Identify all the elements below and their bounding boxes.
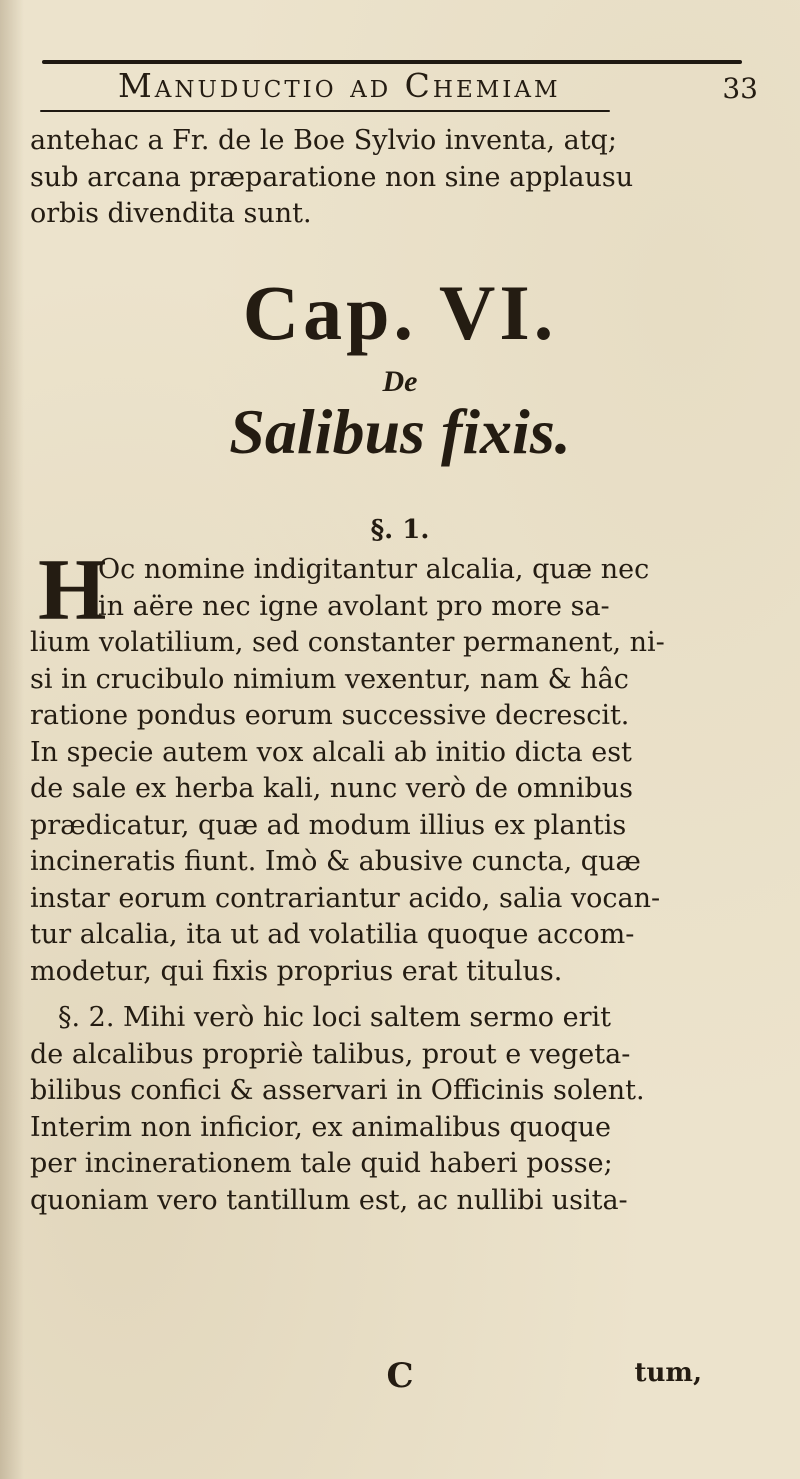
text-line: bilibus confici & asservari in Officinis solent.	[30, 1075, 645, 1106]
text-line: prædicatur, quæ ad modum illius ex plantis	[30, 809, 627, 841]
header-rule	[42, 60, 742, 64]
text-line: antehac a Fr. de le Boe Sylvio inventa, atq;	[30, 125, 617, 156]
text-line: de sale ex herba kali, nunc verò de omnibus	[30, 773, 634, 804]
text-line: orbis divendita sunt.	[30, 198, 312, 229]
signature-mark: C	[386, 1356, 414, 1396]
text-line: lium volatilium, sed constanter permanent, ni-	[30, 627, 665, 658]
text-line: ratione pondus eorum successive decrescit.	[30, 700, 630, 731]
text-line: instar eorum contrariantur acido, salia vocan-	[30, 882, 661, 914]
chapter-de: De	[382, 365, 418, 398]
chapter-number: Cap. VI.	[242, 269, 558, 356]
page-number: 33	[722, 72, 758, 105]
text-line: sub arcana præparatione non sine applausu	[30, 161, 634, 193]
catchword: tum,	[634, 1358, 702, 1388]
section-2-paragraph	[30, 1000, 742, 1219]
header-underline	[40, 110, 610, 112]
text-line: modetur, qui fixis proprius erat titulus.	[30, 955, 563, 987]
text-line: In specie autem vox alcali ab initio dicta est	[30, 736, 632, 768]
drop-capital: H	[38, 542, 107, 639]
running-header	[118, 66, 758, 110]
chapter-title: Salibus fixis.	[229, 396, 571, 467]
text-line: Interim non inficior, ex animalibus quoque	[30, 1111, 611, 1143]
text-line: §. 2. Mihi verò hic loci saltem sermo erit	[58, 1002, 611, 1033]
text-line: quoniam vero tantillum est, ac nullibi usita-	[30, 1184, 628, 1216]
section-1-paragraph	[30, 542, 742, 990]
text-line: de alcalibus propriè talibus, prout e vegeta-	[30, 1038, 631, 1070]
text-line: incineratis fiunt. Imò & abusive cuncta, quæ	[30, 846, 641, 877]
running-title: Manuductio ad Chemiam	[118, 66, 561, 105]
page-gutter-shadow	[0, 0, 24, 1479]
text-line: tur alcalia, ita ut ad volatilia quoque accom-	[30, 919, 635, 950]
carryover-paragraph	[30, 123, 742, 233]
section-mark: §. 1.	[370, 515, 430, 545]
text-line: si in crucibulo nimium vexentur, nam & hâc	[30, 663, 629, 695]
text-line: in aëre nec igne avolant pro more sa-	[98, 590, 610, 622]
text-line: Oc nomine indigitantur alcalia, quæ nec	[98, 554, 650, 585]
text-line: per incinerationem tale quid haberi posse;	[30, 1148, 613, 1179]
